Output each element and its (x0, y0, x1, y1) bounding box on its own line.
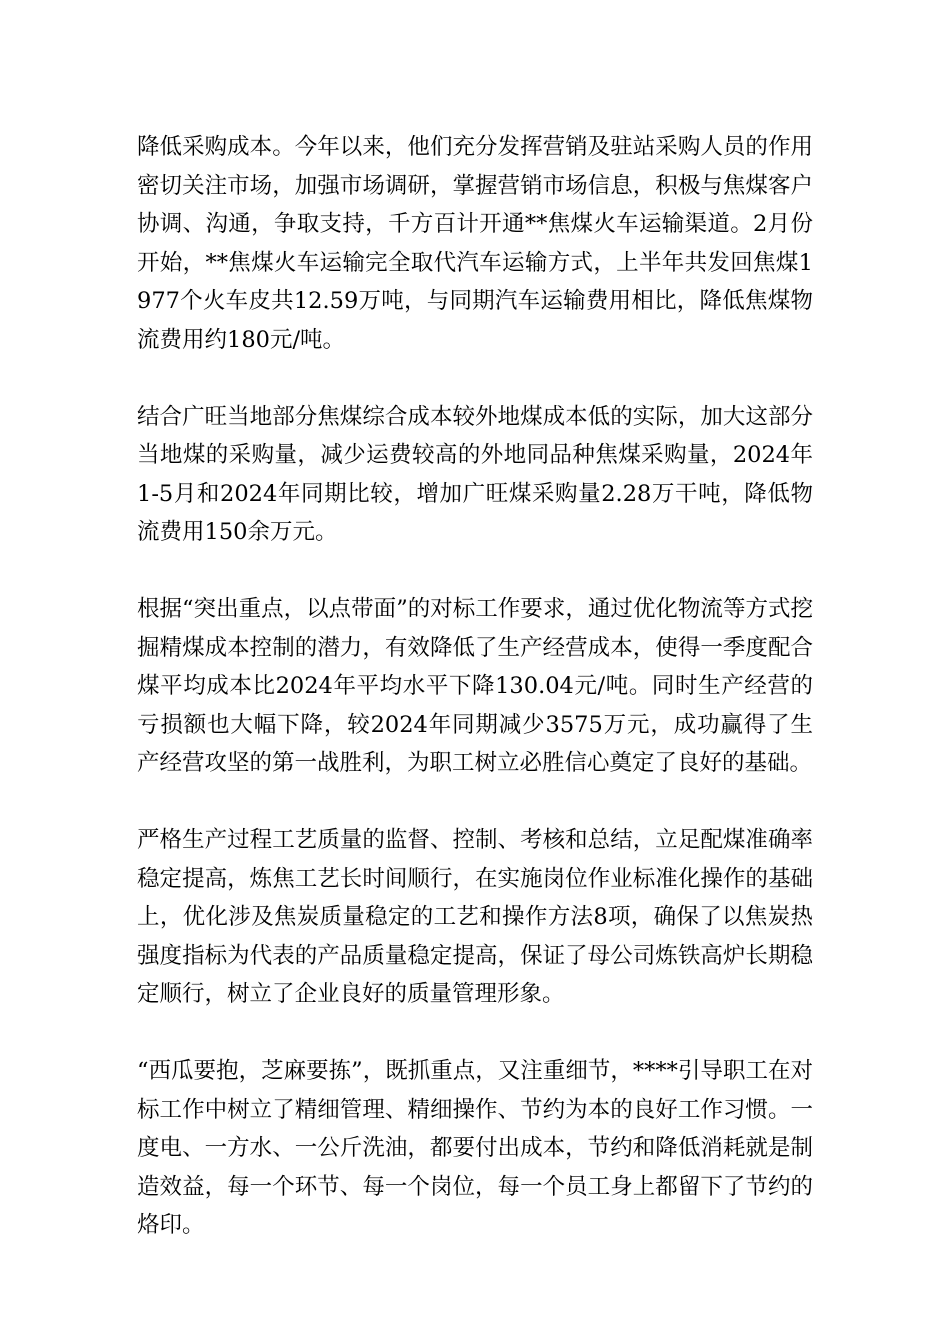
paragraph-quality-control: 严格生产过程工艺质量的监督、控制、考核和总结，立足配煤准确率稳定提高，炼焦工艺长时间顺行，在实施岗位作业标准化操作的基础上，优化涉及焦炭质量稳定的工艺和操作方法8项，确保了以焦炭热强度指标为代表的产品质量稳定提高，保证了母公司炼铁高炉长期稳定顺行，树立了企业良好的质量管理形象。 (137, 827, 813, 1007)
document-body (137, 128, 813, 1283)
paragraph-fine-management: “西瓜要抱，芝麻要拣”，既抓重点，又注重细节，****引导职工在对标工作中树立了精细管理、精细操作、节约为本的良好工作习惯。一度电、一方水、一公斤洗油，都要付出成本，节约和降低消耗就是制造效益，每一个环节、每一个岗位，每一个员工身上都留下了节约的烙印。 (137, 1058, 813, 1238)
paragraph-procurement-cost: 降低采购成本。今年以来，他们充分发挥营销及驻站采购人员的作用密切关注市场，加强市场调研，掌握营销市场信息，积极与焦煤客户协调、沟通，争取支持，千方百计开通**焦煤火车运输渠道。2月份开始，**焦煤火车运输完全取代汽车运输方式，上半年共发回焦煤1977个火车皮共12.59万吨，与同期汽车运输费用相比，降低焦煤物流费用约180元/吨。 (137, 134, 813, 353)
paragraph-local-coal-purchase: 结合广旺当地部分焦煤综合成本较外地煤成本低的实际，加大这部分当地煤的采购量，减少运费较高的外地同品种焦煤采购量，2024年1-5月和2024年同期比较，增加广旺煤采购量2.28万干吨，降低物流费用150余万元。 (137, 403, 813, 545)
paragraph-benchmarking-cost: 根据“突出重点，以点带面”的对标工作要求，通过优化物流等方式挖掘精煤成本控制的潜力，有效降低了生产经营成本，使得一季度配合煤平均成本比2024年平均水平下降130.04元/吨。同时生产经营的亏损额也大幅下降，较2024年同期减少3575万元，成功赢得了生产经营攻坚的第一战胜利，为职工树立必胜信心奠定了良好的基础。 (137, 596, 813, 776)
